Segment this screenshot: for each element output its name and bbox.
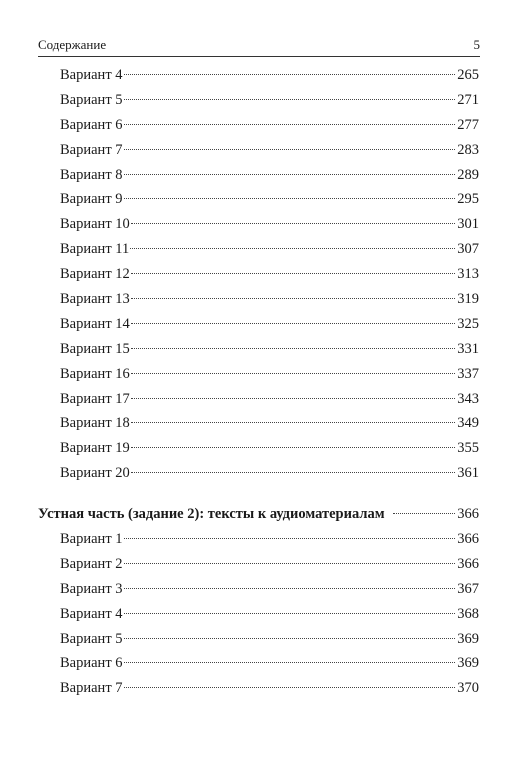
toc-entry-label: Вариант 8 [60, 166, 123, 183]
toc-entry-label: Вариант 7 [60, 680, 123, 697]
toc-entry[interactable] [38, 627, 479, 652]
dot-leader [131, 422, 455, 423]
toc-entry[interactable] [38, 237, 479, 262]
toc-entry[interactable] [38, 577, 479, 602]
toc-entry-label: Вариант 13 [60, 291, 130, 308]
dot-leader [124, 99, 456, 100]
toc-entry[interactable] [38, 651, 479, 676]
dot-leader [131, 398, 455, 399]
toc-entry[interactable] [38, 312, 479, 337]
toc-entry-page: 369 [457, 630, 479, 647]
toc-entry-label: Вариант 4 [60, 67, 123, 83]
toc-entry[interactable] [38, 527, 479, 552]
dot-leader [131, 323, 455, 324]
toc-entry[interactable] [38, 187, 479, 212]
dot-leader [124, 198, 456, 199]
toc-section-entry[interactable] [38, 502, 479, 527]
toc-entry-page: 265 [457, 67, 479, 83]
dot-leader [393, 513, 456, 514]
dot-leader [124, 538, 456, 539]
toc-entry-page: 307 [457, 241, 479, 258]
dot-leader [124, 687, 456, 688]
toc-entry-label: Вариант 14 [60, 315, 130, 332]
dot-leader [124, 149, 456, 150]
dot-leader [124, 74, 456, 75]
dot-leader [124, 613, 456, 614]
toc-entry[interactable] [38, 602, 479, 627]
toc-entry-page: 301 [457, 216, 479, 233]
toc-entry-label: Вариант 5 [60, 630, 123, 647]
dot-leader [124, 662, 456, 663]
toc-entry-label: Вариант 6 [60, 116, 123, 133]
toc-entry-page: 337 [457, 365, 479, 382]
toc-entry[interactable] [38, 88, 479, 113]
dot-leader [131, 273, 455, 274]
toc-entry-page: 313 [457, 266, 479, 283]
toc-entry[interactable] [38, 676, 479, 701]
toc-entry-label: Вариант 15 [60, 340, 130, 357]
toc-entry-label: Вариант 12 [60, 266, 130, 283]
dot-leader [131, 298, 455, 299]
toc-entry-page: 366 [457, 531, 479, 548]
dot-leader [124, 588, 456, 589]
toc-entry-label: Вариант 18 [60, 415, 130, 432]
toc-entry[interactable] [38, 552, 479, 577]
toc-entry-label: Вариант 9 [60, 191, 123, 208]
toc-entry-page: 331 [457, 340, 479, 357]
toc-entry[interactable] [38, 461, 479, 486]
toc-entry-page: 370 [457, 680, 479, 697]
toc-entry[interactable] [38, 63, 479, 88]
toc-entry-page: 361 [457, 465, 479, 482]
toc-entry-label: Вариант 2 [60, 555, 123, 572]
toc-entry-page: 355 [457, 440, 479, 457]
toc-entry[interactable] [38, 436, 479, 461]
toc-entry[interactable] [38, 362, 479, 387]
toc-entry-label: Вариант 7 [60, 141, 123, 158]
dot-leader [131, 348, 455, 349]
table-of-contents [38, 63, 479, 701]
toc-entry-label: Вариант 6 [60, 655, 123, 672]
dot-leader [124, 563, 456, 564]
toc-entry-label: Вариант 19 [60, 440, 130, 457]
toc-entry-page: 369 [457, 655, 479, 672]
toc-entry-page: 366 [457, 555, 479, 572]
toc-section-label: Устная часть (задание 2): тексты к аудиоматериалам [38, 506, 385, 523]
toc-entry-page: 295 [457, 191, 479, 208]
toc-entry-label: Вариант 20 [60, 465, 130, 482]
toc-entry-page: 271 [457, 91, 479, 108]
running-header [38, 36, 480, 54]
toc-entry-label: Вариант 5 [60, 91, 123, 108]
page-number: 5 [473, 37, 480, 52]
toc-entry[interactable] [38, 387, 479, 412]
toc-entry-label: Вариант 17 [60, 390, 130, 407]
dot-leader [124, 124, 456, 125]
toc-entry-page: 319 [457, 291, 479, 308]
toc-entry[interactable] [38, 411, 479, 436]
toc-group-audio-variants [38, 527, 479, 701]
dot-leader [131, 373, 455, 374]
toc-entry-page: 277 [457, 116, 479, 133]
dot-leader [131, 447, 455, 448]
toc-entry-page: 349 [457, 415, 479, 432]
header-rule [38, 56, 480, 57]
dot-leader [131, 223, 455, 224]
toc-entry-label: Вариант 16 [60, 365, 130, 382]
toc-entry-page: 367 [457, 580, 479, 597]
toc-entry-label: Вариант 11 [60, 241, 130, 258]
toc-entry-page: 325 [457, 315, 479, 332]
toc-spacer [38, 486, 479, 502]
dot-leader [124, 638, 456, 639]
toc-entry[interactable] [38, 163, 479, 188]
dot-leader [131, 472, 455, 473]
toc-entry[interactable] [38, 337, 479, 362]
toc-entry-page: 368 [457, 605, 479, 622]
toc-entry-label: Вариант 3 [60, 580, 123, 597]
dot-leader [124, 174, 456, 175]
toc-section-page: 366 [457, 506, 479, 523]
toc-entry-page: 289 [457, 166, 479, 183]
toc-entry[interactable] [38, 212, 479, 237]
dot-leader [130, 248, 455, 249]
toc-entry[interactable] [38, 138, 479, 163]
toc-entry-label: Вариант 1 [60, 531, 123, 548]
toc-entry[interactable] [38, 262, 479, 287]
toc-entry-label: Вариант 10 [60, 216, 130, 233]
toc-entry-page: 343 [457, 390, 479, 407]
toc-entry-label: Вариант 4 [60, 605, 123, 622]
toc-entry-page: 283 [457, 141, 479, 158]
running-header-title: Содержание [38, 37, 107, 52]
toc-entry[interactable] [38, 113, 479, 138]
toc-group-variants [38, 63, 479, 486]
toc-entry[interactable] [38, 287, 479, 312]
